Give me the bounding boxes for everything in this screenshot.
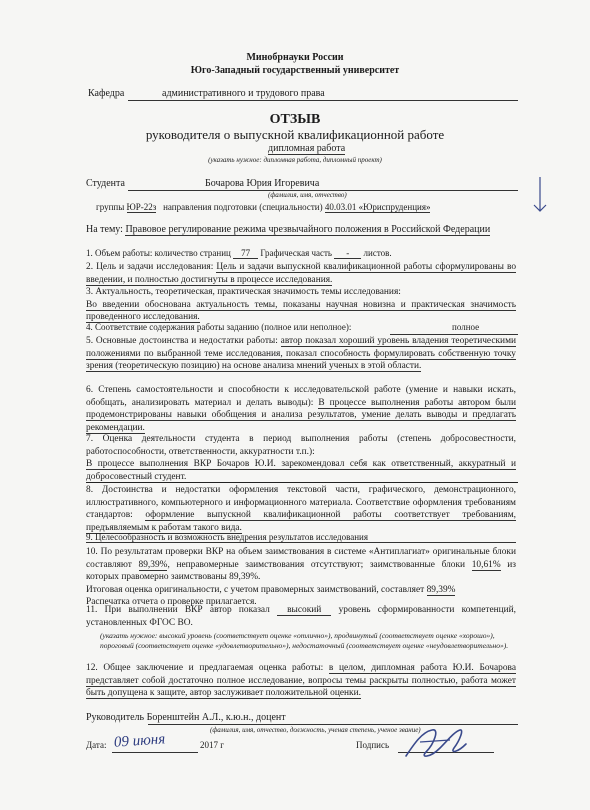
department-underline bbox=[128, 100, 518, 101]
department-value: административного и трудового права bbox=[162, 88, 325, 99]
final-originality: 89,39% bbox=[426, 584, 456, 595]
student-name: Бочарова Юрия Игоревича bbox=[205, 178, 320, 189]
direction-value: 40.03.01 «Юриспруденция» bbox=[324, 202, 431, 212]
date-label: Дата: bbox=[86, 740, 107, 750]
student-hint: (фамилия, имя, отчество) bbox=[268, 191, 347, 199]
conclusion-text: в целом, дипломная работа Ю.И. Бочарова представляет собой достаточно полное исследование, вопросы темы раскрыты полностью, работа может быть допущена к защите, автор заслуживает положительной оценки. bbox=[86, 663, 516, 698]
item-7-activity: 7. Оценка деятельности студента в период выполнения работы (степень добросовестности, работоспособности, ответственности, аккуратности т.п.): В процессе выполнения ВКР Бочаров Ю.И. зарекомендовал себя как ответственный, аккуратный и добросовестный студент. bbox=[86, 434, 516, 482]
group-label: группы bbox=[96, 202, 125, 212]
independence-text: В процессе выполнения работы автором были продемонстрированы навыки обобщения и анализа результатов, умение делать выводы и предлагать рекомендации. bbox=[86, 397, 516, 433]
margin-mark-icon bbox=[530, 175, 550, 215]
item-5-merits: 5. Основные достоинства и недостатки работы: автор показал хороший уровень владения теоретическими положениями по выбранной теме исследования, показал способность формулировать собственную точку зрения (теоретическую позицию) на основе анализа мнений ученых в этой области. bbox=[86, 336, 517, 371]
work-type: дипломная работа bbox=[268, 143, 346, 154]
department-label: Кафедра bbox=[88, 88, 125, 99]
item-2-goals: 2. Цель и задачи исследования: Цель и задачи выпускной квалификационной работы сформулированы во введении, и полностью достигнуты в процессе исследования. bbox=[86, 262, 517, 285]
student-label: Студента bbox=[86, 178, 125, 189]
topic-label: На тему: bbox=[86, 224, 123, 235]
date-year: 2017 г bbox=[200, 740, 224, 750]
item-11-competence: 11. При выполнении ВКР автор показал высокий уровень сформированности компетенций, установленных ФГОС ВО. bbox=[86, 605, 517, 628]
document-title: ОТЗЫВ bbox=[269, 112, 321, 127]
direction-label: направления подготовки (специальности) bbox=[163, 202, 323, 212]
item-8-formatting: 8. Достоинства и недостатки оформления текстовой части, графического, демонстрационного, иллюстративного, компьютерного и информационного материала. Соответствие оформления требованиям стандартов: оформление выпускной квалификационной работы соответствует требованиям, предъявляемым к работам такого вида. bbox=[86, 485, 517, 533]
group-value: ЮР-22з bbox=[126, 202, 157, 212]
item-6-independence: 6. Степень самостоятельности и способности к исследовательской работе (умение и навыки искать, обобщать, анализировать материал и делать выводы): В процессе выполнения работы автором были продемонстрированы навыки обобщения и анализа результатов, умение делать выводы и предлагать рекомендации. bbox=[86, 385, 516, 433]
signature-icon bbox=[400, 722, 480, 764]
supervisor-label: Руководитель bbox=[86, 712, 145, 723]
item-12-conclusion: 12. Общее заключение и предлагаемая оценка работы: в целом, дипломная работа Ю.И. Бочарова представляет собой достаточно полное исследование, вопросы темы раскрыты полностью, работа может быть допущена к защите, автор заслуживает положительной оценки. bbox=[86, 663, 516, 698]
supervisor-line bbox=[86, 712, 286, 723]
formatting-text: оформление выпускной квалификационной работы соответствует требованиям, предъявляемым к работам такого вида. bbox=[86, 510, 517, 533]
university-heading: Юго-Западный государственный университет bbox=[190, 65, 400, 76]
competence-level: высокий bbox=[277, 605, 331, 616]
supervisor-value: Боренштейн А.Л., к.ю.н., доцент bbox=[146, 712, 286, 723]
topic-line bbox=[86, 224, 490, 235]
signature-label: Подпись bbox=[356, 740, 390, 750]
merits-text: автор показал хороший уровень владения теоретическими положениями по выбранной теме исследования, показал способность формулировать собственную точку зрения (теоретическую позицию) на основе анализа мнений ученых в этой области. bbox=[86, 336, 517, 371]
item-4-conformity: 4. Соответствие содержания работы заданию (полное или неполное): bbox=[86, 322, 352, 332]
conformity-value: полное bbox=[452, 322, 480, 332]
goals-text: Цель и задачи выпускной квалификационной работы сформулированы во введении, и полностью достигнуты в процессе исследования. bbox=[86, 262, 517, 285]
pages-count: 77 bbox=[233, 248, 258, 259]
group-line bbox=[96, 202, 430, 212]
competence-hint: (указать нужное: высокий уровень (соответствует оценке «отлично»), продвинутый (соответствует оценке «хорошо»), пороговый (соответствует оценке «удовлетворительно»), недостаточный (соответствует оценке «неудовлетворительно»). bbox=[100, 631, 509, 650]
item-10-plagiarism: 10. По результатам проверки ВКР на объем заимствования в системе «Антиплагиат» оригинальные блоки составляют 89,39%, неправомерные заимствования отсутствуют; заимствованные блоки 10,61% из которых правомерно заимствованы 89,39%. Итоговая оценка оригинальности, с учетом правомерных заимствований, составляет 89,39% Распечатка отчета о проверке прилагается. bbox=[86, 547, 517, 607]
work-type-hint: (указать нужное: дипломная работа, дипломный проект) bbox=[208, 156, 382, 164]
handwritten-date: 09 июня bbox=[113, 731, 166, 751]
separator-7 bbox=[86, 482, 518, 483]
item-3-relevance: 3. Актуальность, теоретическая, практическая значимость темы исследования: Во введении обоснована актуальность темы, показаны научная новизна и практическая значимость проведенного исследования. bbox=[86, 287, 516, 322]
original-percent: 89,39% bbox=[138, 559, 168, 570]
item-9-implementation: 9. Целесообразность и возможность внедрения результатов исследования bbox=[86, 532, 516, 543]
borrowed-percent: 10,61% bbox=[471, 559, 501, 570]
ministry-heading: Минобрнауки России bbox=[246, 52, 344, 63]
graphics-count: - bbox=[334, 248, 361, 259]
activity-text: В процессе выполнения ВКР Бочаров Ю.И. зарекомендовал себя как ответственный, аккуратный и добросовестный студент. bbox=[86, 459, 516, 482]
supervisor-hint: (фамилия, имя, отчество, должность, ученая степень, ученое звание) bbox=[210, 726, 421, 734]
item-1-volume: 1. Объем работы: количество страниц 77 Графическая часть - листов. bbox=[86, 248, 392, 258]
document-subtitle: руководителя о выпускной квалификационной работе bbox=[145, 127, 445, 142]
date-underline bbox=[112, 752, 198, 753]
relevance-text: Во введении обоснована актуальность темы, показаны научная новизна и практическая значимость проведенного исследования. bbox=[86, 299, 516, 322]
topic-value: Правовое регулирование режима чрезвычайного положения в Российской Федерации bbox=[125, 224, 491, 235]
